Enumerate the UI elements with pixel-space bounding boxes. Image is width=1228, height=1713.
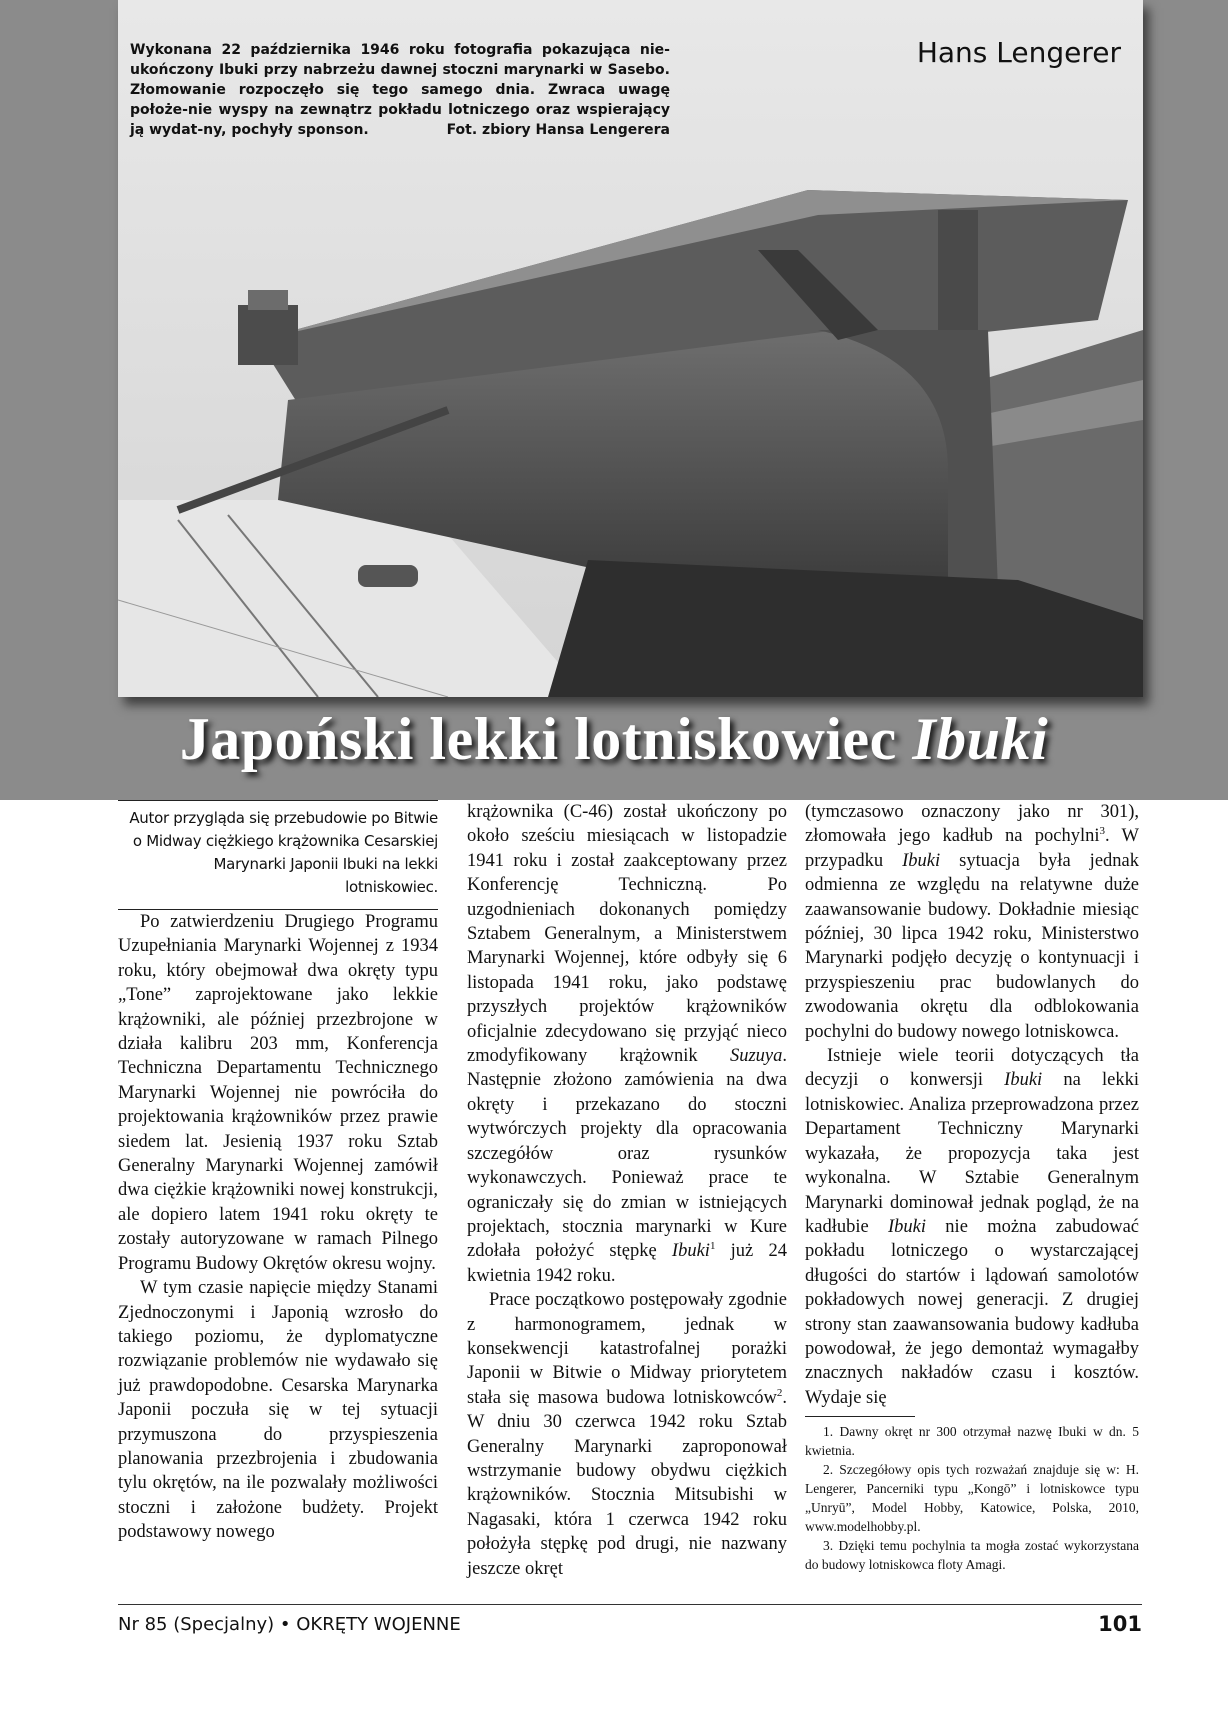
footer-divider (118, 1604, 1142, 1605)
footnote-ref[interactable]: 3 (1099, 825, 1105, 838)
column-1 (118, 800, 438, 1545)
photo-credit: Fot. zbiory Hansa Lengerera (446, 122, 670, 138)
footnote-3: 3. Dzięki temu pochylnia ta mogła zostać wykorzystana do budowy lotniskowca floty Amagi. (805, 1538, 1139, 1573)
column-2 (467, 800, 787, 1581)
photo-caption (130, 40, 670, 140)
paragraph: Prace początkowo postępowały zgodnie z harmonogramem, jednak w konsekwencji katastrofalnej porażki Japonii w Bitwie o Midway priorytetem stała się masowa budowa lotniskowców$^2$. W dniu 30 czerwca 1942 roku Sztab Generalny Marynarki zaproponował wstrzymanie budowy obydwu ciężkich krążowników. Stocznia Mitsubishi w Nagasaki, która 1 czerwca 1942 roku położyła stępkę pod drugi, nie nazwany jeszcze okręt (467, 1290, 787, 1579)
footer-issue: Nr 85 (Specjalny) • OKRĘTY WOJENNE (118, 1614, 461, 1635)
author-name: Hans Lengerer (916, 36, 1121, 69)
footnote-divider (805, 1416, 915, 1417)
article-title (0, 705, 1228, 774)
paragraph: krążownika (C-46) został ukończony po około sześciu miesiącach w listopadzie 1941 roku i został zaakceptowany przez Konferencję Techniczną. Po uzgodnieniach dokonanych pomiędzy Sztabem Generalnym, a Ministerstwem Marynarki Wojennej, które odbyły się 6 listopada 1941 roku, jako podstawę przyszłych projektów krążowników oficjalnie zdecydowano się przyjąć nieco zmodyfikowany krążownik Suzuya. Następnie złożono zamówienia na dwa okręty i przekazano do stoczni wytwórczych projekty dla opracowania szczegółów oraz rysunków wykonawczych. Ponieważ prace te ograniczały się do zmian w istniejących projektach, stocznia marynarki w Kure zdołała położyć stępkę Ibuki$^1$ już 24 kwietnia 1942 roku. (467, 802, 787, 1286)
paragraph: Po zatwierdzeniu Drugiego Programu Uzupełniania Marynarki Wojennej z 1934 roku, który obejmował dwa okręty typu „Tone” zaprojektowane jako lekkie krążowniki, ale później przezbrojone w działa kalibru 203 mm, Konferencja Techniczna Departamentu Technicznego Marynarki Wojennej nie powróciła do projektowania krążowników przez prawie siedem lat. Jesienią 1937 roku Sztab Generalny Marynarki Wojennej zamówił dwa ciężkie krążowniki nowej konstrukcji, ale dopiero latem 1941 roku okręty te zostały autoryzowane w ramach Pilnego Programu Budowy Okrętów okresu wojny. (118, 912, 438, 1274)
footnote-ref[interactable]: 2 (776, 1386, 783, 1399)
title-ship: Ibuki (912, 706, 1049, 772)
column-3 (805, 800, 1139, 1574)
footnotes (805, 1422, 1139, 1574)
footnote-2: 2. Szczegółowy opis tych rozważań znajduje się w: H. Lengerer, Pancerniki typu „Kongō” i lotniskowce typu „Unryū”, Model Hobby, Katowice, Polska, 2010, www.modelhobby.pl. (805, 1462, 1139, 1535)
footnote-1: 1. Dawny okręt nr 300 otrzymał nazwę Ibuki w dn. 5 kwietnia. (805, 1424, 1139, 1459)
title-main: Japoński lekki lotniskowiec (179, 706, 913, 772)
paragraph: (tymczasowo oznaczony jako nr 301), złomowała jego kadłub na pochylni$^3$. W przypadku Ibuki sytuacja była jednak odmienna ze względu na relatywne duże zaawansowanie budowy. Dokładnie miesiąc później, 30 lipca 1942 roku, Ministerstwo Marynarki podjęło decyzję o kontynuacji i przyspieszeniu prac budowlanych do zwodowania okrętu dla odblokowania pochylni do budowy nowego lotniskowca. (805, 802, 1139, 1042)
paragraph: Istnieje wiele teorii dotyczących tła decyzji o konwersji Ibuki na lekki lotniskowiec. Analiza przeprowadzona przez Departament Techniczny Marynarki wykazała, że propozycja taka jest wykonalna. W Sztabie Generalnym Marynarki dominował jednak pogląd, że na kadłubie Ibuki nie można zabudować pokładu lotniczego o wystarczającej długości do startów i lądowań samolotów pokładowych nowej generacji. Z drugiej strony stan zaawansowania budowy kadłuba powodował, że jego demontaż wymagałby znacznych nakładów czasu i kosztów. Wydaje się (805, 1046, 1140, 1408)
footnote-ref[interactable]: 1 (709, 1240, 716, 1253)
caption-text: Wykonana 22 października 1946 roku fotografia pokazująca nie-ukończony Ibuki przy nabrzeżu dawnej stoczni marynarki w Sasebo. Złomowanie rozpoczęło się tego samego dnia. Zwraca uwagę położe-nie wyspy na zewnątrz pokładu lotniczego oraz wspierający ją wydat-ny, pochyły sponson. (130, 42, 670, 138)
carrier-photo (118, 0, 1143, 697)
page-number: 101 (1098, 1612, 1142, 1636)
paragraph: W tym czasie napięcie między Stanami Zjednoczonymi i Japonią wzrosło do takiego poziomu, że dyplomatyczne rozwiązanie problemów nie wydawało się już prawdopodobne. Cesarska Marynarka Japonii poczuła się w tej sytuacji przymuszona do przyspieszenia planowania przezbrojenia i zbudowania tylu okrętów, na ile pozwalały możliwości stoczni i założone budżety. Projekt podstawowy nowego (118, 1278, 438, 1543)
intro-lead: Autor przygląda się przebudowie po Bitwie o Midway ciężkiego krążownika Cesarskiej Marynarki Japonii Ibuki na lekki lotniskowiec. (118, 800, 438, 910)
